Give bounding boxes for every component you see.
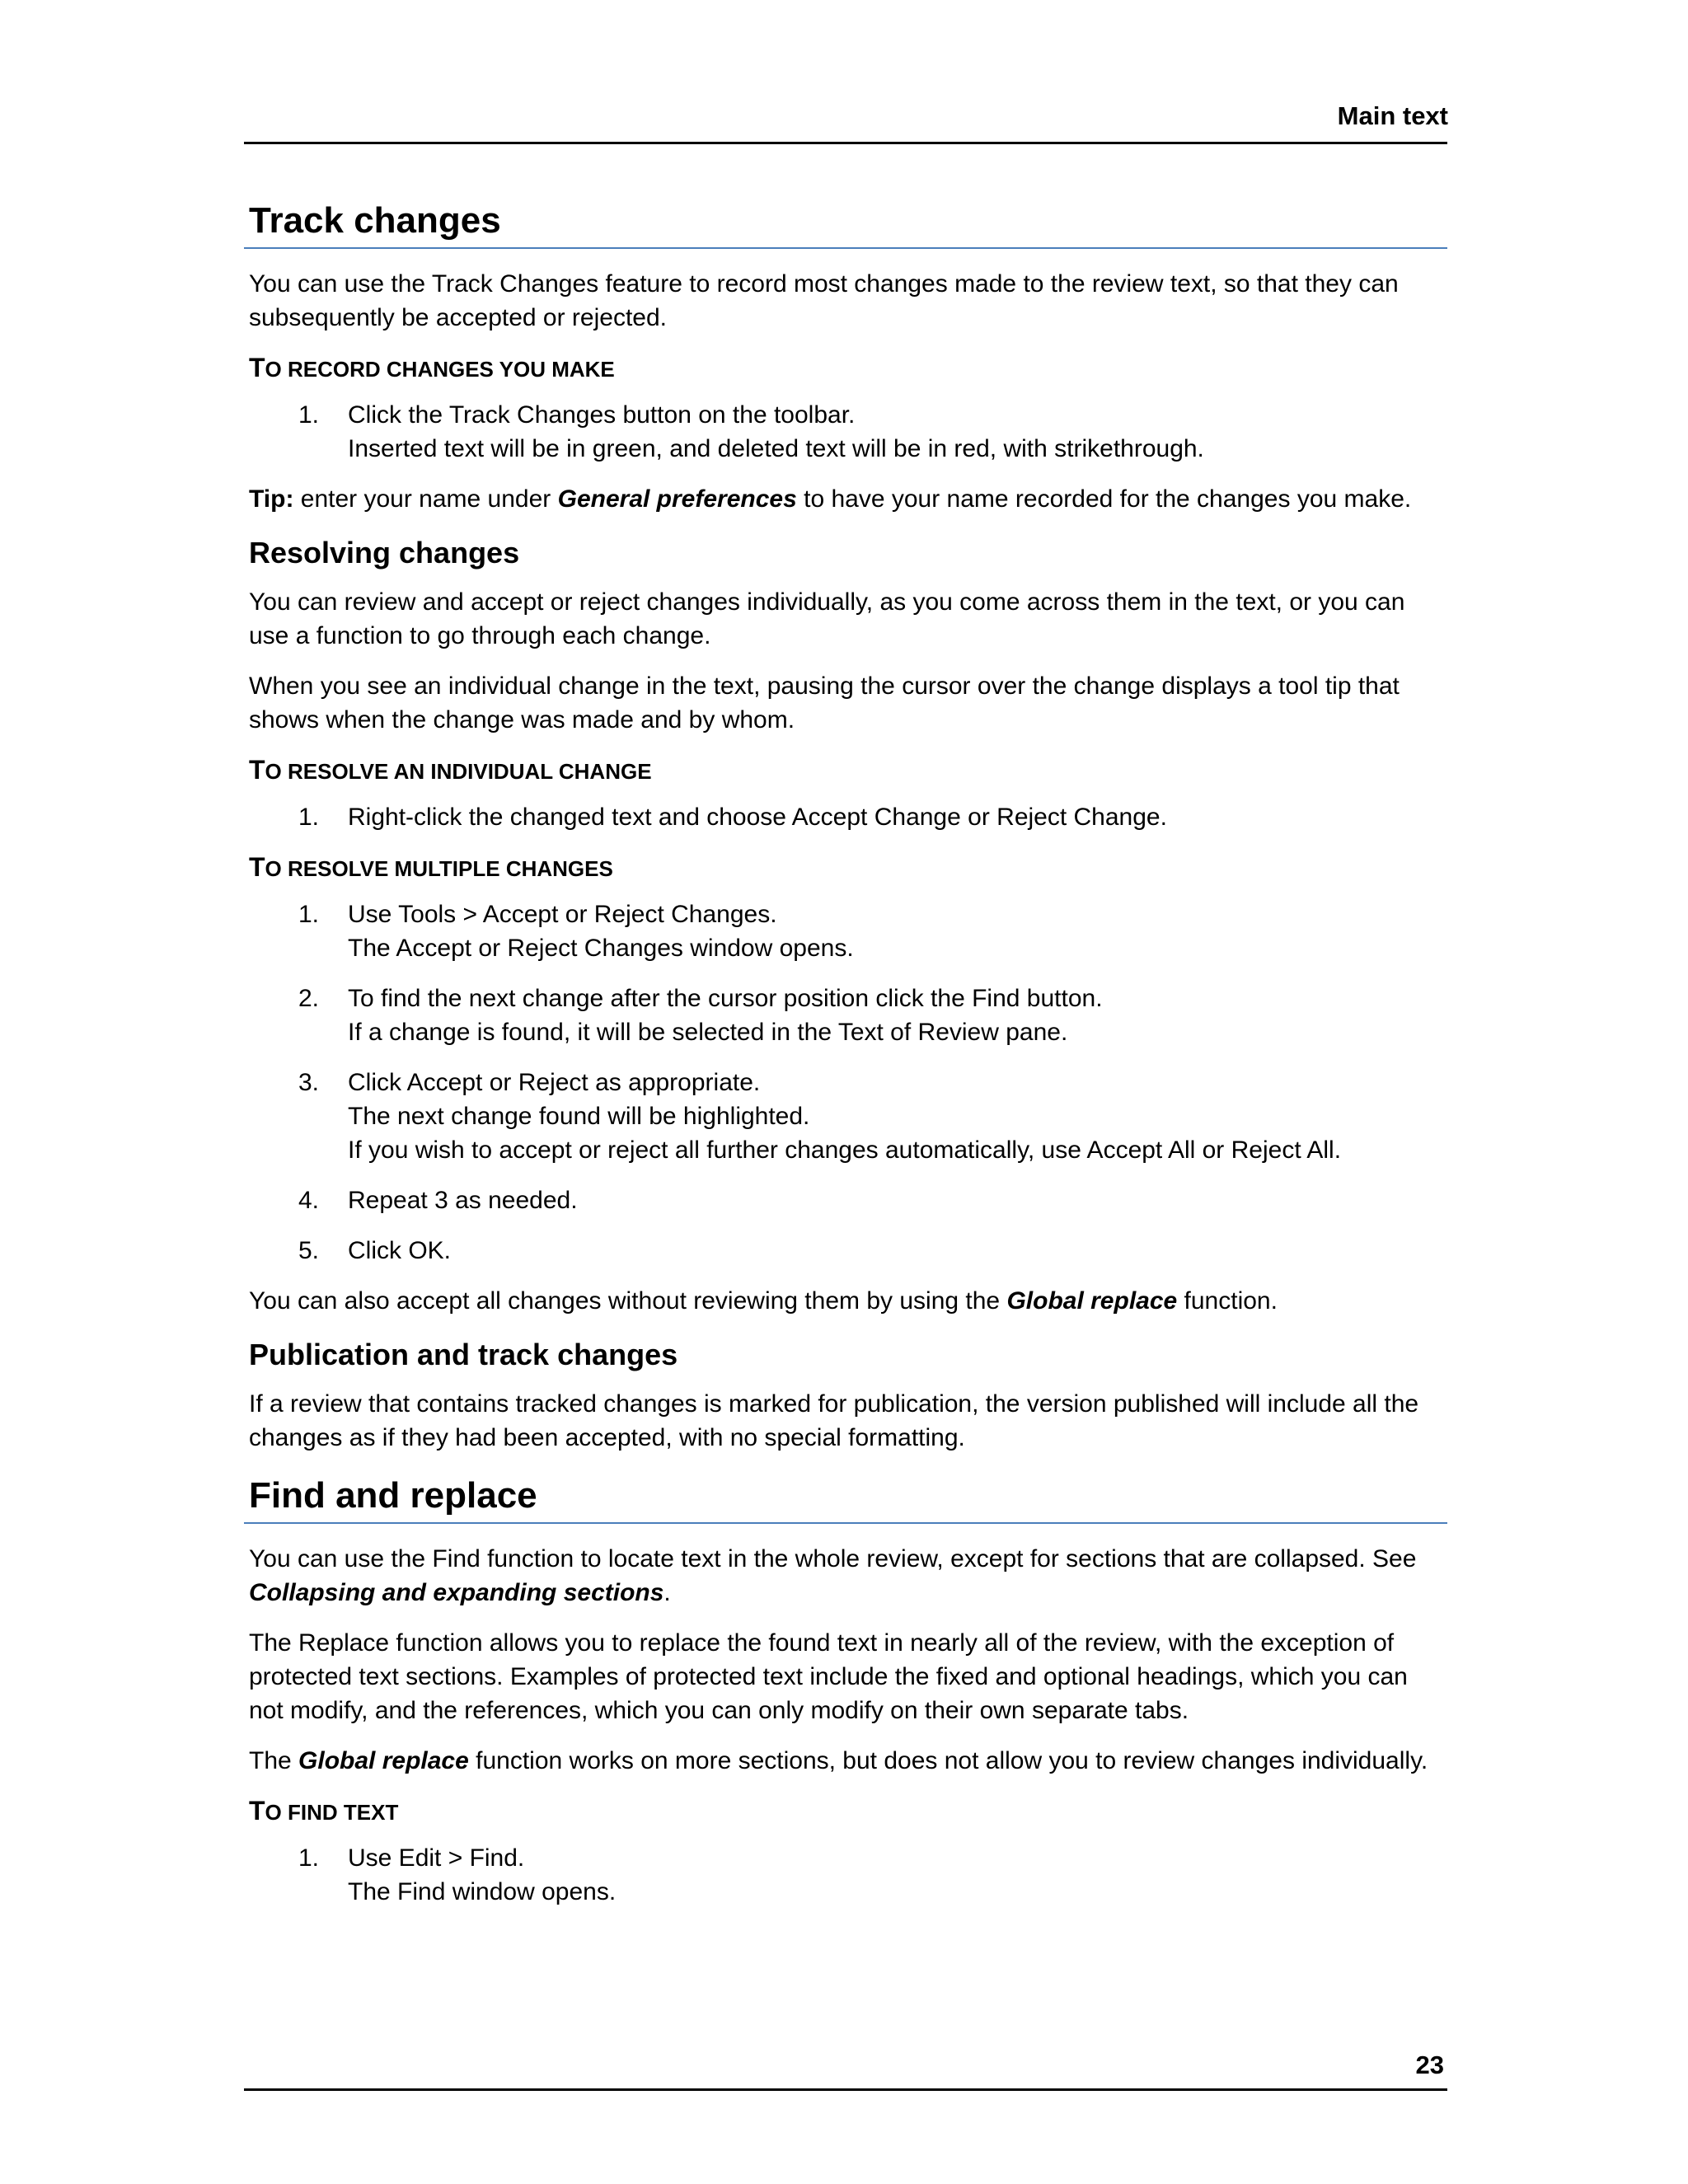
step-text: Right-click the changed text and choose Accept Change or Reject Change. (348, 804, 1167, 831)
paragraph-find-1: You can use the Find function to locate text in the whole review, except for sections that are collapsed. See Collapsing and expanding sections. (249, 1545, 1417, 1606)
step-text: Use Tools > Accept or Reject Changes. (348, 901, 777, 928)
step-item (249, 1234, 1447, 1268)
steps-record (249, 398, 1447, 466)
link-global-replace[interactable]: Global replace (1006, 1287, 1178, 1315)
procedure-heading-record: TO RECORD CHANGES YOU MAKE (249, 353, 615, 382)
step-text: If you wish to accept or reject all further changes automatically, use Accept All or Reject All. (348, 1137, 1342, 1164)
step-item (249, 1841, 1447, 1909)
paragraph-track-intro: You can use the Track Changes feature to record most changes made to the review text, so that they can subsequently be accepted or rejected. (249, 270, 1399, 331)
step-item (249, 398, 1447, 466)
main-content (249, 196, 1447, 1925)
step-text: Use Edit > Find. (348, 1844, 525, 1872)
step-item (249, 898, 1447, 965)
subheading-publication: Publication and track changes (249, 1338, 678, 1371)
paragraph-find-2: The Replace function allows you to replace the found text in nearly all of the review, with the exception of protected text sections. Examples of protected text include the fixed and optional headings, which you can not modify, and the references, which you can only modify on their own separate tabs. (249, 1629, 1408, 1724)
footer-rule (244, 2088, 1447, 2091)
paragraph-publication: If a review that contains tracked changes is marked for publication, the version published will include all the changes as if they had been accepted, with no special formatting. (249, 1390, 1419, 1451)
step-text: Repeat 3 as needed. (348, 1187, 578, 1214)
step-number: 3. (298, 1069, 320, 1096)
link-global-replace-2[interactable]: Global replace (298, 1747, 469, 1774)
header-rule (244, 142, 1447, 144)
step-text: Inserted text will be in green, and deleted text will be in red, with strikethrough. (348, 435, 1204, 462)
paragraph-resolving-2: When you see an individual change in the text, pausing the cursor over the change displays a tool tip that shows when the change was made and by whom. (249, 673, 1400, 733)
paragraph-find-3: The Global replace function works on more sections, but does not allow you to review changes individually. (249, 1747, 1428, 1774)
tip-paragraph: Tip: enter your name under General preferences to have your name recorded for the changes you make. (249, 485, 1412, 513)
steps-multiple (249, 898, 1447, 1268)
step-text: If a change is found, it will be selected in the Text of Review pane. (348, 1019, 1068, 1046)
step-text: Click OK. (348, 1237, 452, 1264)
step-item (249, 1066, 1447, 1167)
step-number: 1. (298, 401, 320, 429)
procedure-heading-multiple: TO RESOLVE MULTIPLE CHANGES (249, 852, 613, 882)
link-collapsing-sections[interactable]: Collapsing and expanding sections (249, 1579, 664, 1606)
step-item (249, 1183, 1447, 1217)
step-text: The Accept or Reject Changes window opens. (348, 935, 854, 962)
link-general-preferences[interactable]: General preferences (557, 485, 797, 513)
step-number: 2. (298, 985, 320, 1012)
page-number: 23 (1415, 2050, 1444, 2079)
step-text: The next change found will be highlighted. (348, 1103, 810, 1130)
step-item (249, 800, 1447, 834)
subheading-resolving-changes: Resolving changes (249, 536, 520, 569)
step-number: 4. (298, 1187, 320, 1214)
section-heading-track-changes: Track changes (244, 196, 1447, 249)
paragraph-resolving-1: You can review and accept or reject changes individually, as you come across them in the text, or you can use a function to go through each change. (249, 588, 1405, 649)
step-number: 1. (298, 1844, 320, 1872)
procedure-heading-find-text: TO FIND TEXT (249, 1796, 399, 1825)
step-text: To find the next change after the cursor position click the Find button. (348, 985, 1103, 1012)
steps-individual (249, 800, 1447, 834)
step-text: Click the Track Changes button on the toolbar. (348, 401, 856, 429)
step-text: Click Accept or Reject as appropriate. (348, 1069, 761, 1096)
paragraph-global-note: You can also accept all changes without reviewing them by using the Global replace function. (249, 1287, 1278, 1315)
steps-find-text (249, 1841, 1447, 1909)
procedure-heading-individual: TO RESOLVE AN INDIVIDUAL CHANGE (249, 755, 652, 785)
section-heading-find-replace: Find and replace (244, 1471, 1447, 1524)
running-header: Main text (1337, 101, 1448, 130)
step-number: 1. (298, 804, 320, 831)
step-number: 5. (298, 1237, 320, 1264)
step-item (249, 982, 1447, 1049)
step-number: 1. (298, 901, 320, 928)
step-text: The Find window opens. (348, 1878, 617, 1905)
